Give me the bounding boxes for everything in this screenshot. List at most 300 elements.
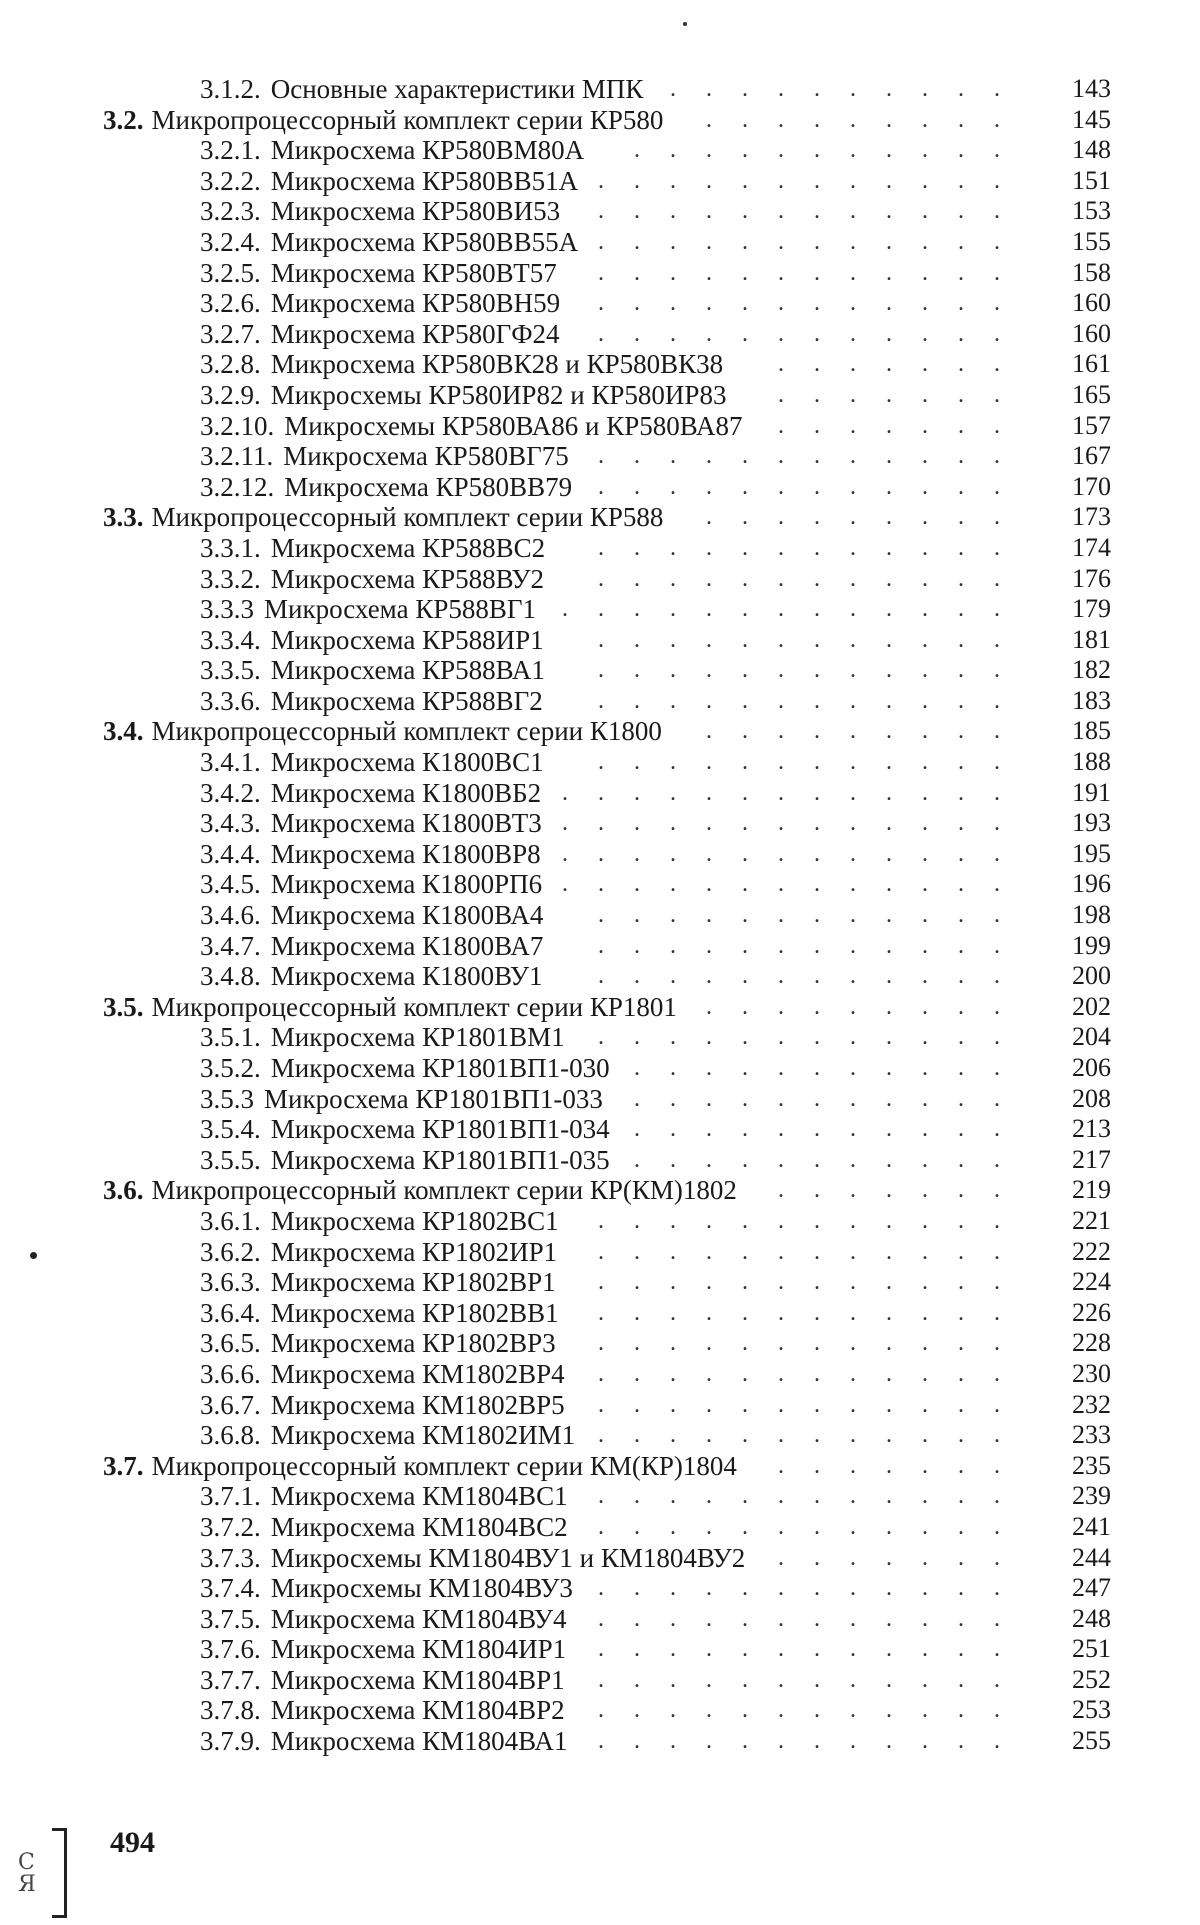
- toc-leader-dots: .........: [706, 106, 1030, 133]
- toc-entry-number: 3.6.7.: [200, 1389, 261, 1420]
- toc-entry-title: Микросхемы КМ1804ВУ1 и КМ1804ВУ2: [270, 1542, 746, 1573]
- toc-entry-page: 226: [1072, 1297, 1111, 1327]
- toc-entry-page: 160: [1072, 288, 1111, 318]
- toc-entry-title: Микропроцессорный комплект серии КР(КМ)1802: [151, 1175, 737, 1206]
- toc-subsection-row: [0, 1604, 1200, 1635]
- toc-leader-dots: ............: [598, 534, 1030, 561]
- toc-subsection-row: [0, 1298, 1200, 1329]
- page-number: 494: [110, 1826, 155, 1859]
- toc-subsection-row: [0, 349, 1200, 380]
- toc-entry-text: [200, 1084, 603, 1115]
- toc-entry-page: 193: [1072, 808, 1111, 838]
- toc-leader-dots: ............: [598, 963, 1030, 990]
- toc-entry-number: 3.3.4.: [200, 624, 261, 655]
- toc-entry-page: 217: [1072, 1144, 1111, 1174]
- toc-subsection-row: [0, 196, 1200, 227]
- toc-entry-title: Микросхема К1800ВА7: [270, 930, 544, 961]
- toc-entry-page: 174: [1072, 532, 1111, 562]
- toc-entry-page: 235: [1072, 1450, 1111, 1480]
- toc-leader-dots: ............: [598, 1238, 1030, 1265]
- toc-entry-text: [200, 1053, 610, 1084]
- toc-entry-text: [103, 1451, 737, 1482]
- toc-entry-number: 3.2.8.: [200, 349, 261, 380]
- toc-entry-number: 3.4.8.: [200, 961, 261, 992]
- toc-entry-number: 3.2.12.: [200, 471, 275, 502]
- toc-entry-title: Микросхема КР1802ВР3: [270, 1328, 556, 1359]
- toc-entry-page: 161: [1072, 349, 1111, 379]
- toc-entry-number: 3.2.7.: [200, 318, 261, 349]
- toc-entry-page: 213: [1072, 1114, 1111, 1144]
- toc-entry-text: [200, 1114, 610, 1145]
- toc-entry-text: [200, 900, 543, 931]
- toc-entry-text: [200, 961, 543, 992]
- toc-entry-title: Микросхема КР588ВА1: [270, 655, 545, 686]
- toc-subsection-row: [0, 1543, 1200, 1574]
- toc-entry-text: [200, 564, 544, 595]
- toc-entry-number: 3.4.5.: [200, 869, 261, 900]
- toc-entry-page: 253: [1072, 1695, 1111, 1725]
- toc-entry-number: 3.6.4.: [200, 1297, 261, 1328]
- toc-entry-number: 3.6.2.: [200, 1236, 261, 1267]
- toc-leader-dots: .......: [778, 1177, 1030, 1204]
- toc-entry-number: 3.6.6.: [200, 1358, 261, 1389]
- toc-entry-text: [200, 1512, 568, 1543]
- toc-entry-title: Микросхема КР580ВИ53: [270, 196, 561, 227]
- toc-entry-page: 158: [1072, 257, 1111, 287]
- toc-entry-text: [200, 288, 560, 319]
- toc-subsection-row: [0, 411, 1200, 442]
- toc-entry-title: Микросхема КР580ГФ24: [270, 318, 560, 349]
- toc-entry-number: 3.7.: [103, 1450, 144, 1481]
- toc-leader-dots: ...........: [634, 1085, 1030, 1112]
- toc-leader-dots: ............: [598, 167, 1030, 194]
- toc-entry-title: Микросхема КР588ВУ2: [270, 563, 545, 594]
- toc-entry-page: 224: [1072, 1267, 1111, 1297]
- toc-subsection-row: [0, 686, 1200, 717]
- toc-entry-text: [200, 747, 544, 778]
- toc-entry-title: Микросхема КР588ВГ1: [264, 594, 536, 625]
- toc-entry-page: 204: [1072, 1022, 1111, 1052]
- toc-leader-dots: .............: [562, 871, 1030, 898]
- toc-subsection-row: [0, 1573, 1200, 1604]
- toc-subsection-row: [0, 778, 1200, 809]
- toc-entry-text: [200, 74, 643, 105]
- toc-entry-title: Микросхема КМ1804ВС2: [270, 1511, 568, 1542]
- toc-leader-dots: .........: [706, 993, 1030, 1020]
- toc-entry-page: 148: [1072, 135, 1111, 165]
- toc-section-row: [0, 716, 1200, 747]
- toc-leader-dots: .............: [562, 596, 1030, 623]
- toc-entry-text: [200, 1328, 556, 1359]
- toc-leader-dots: ............: [598, 1299, 1030, 1326]
- toc-entry-number: 3.2.4.: [200, 226, 261, 257]
- toc-entry-number: 3.7.5.: [200, 1603, 261, 1634]
- toc-subsection-row: [0, 1634, 1200, 1665]
- toc-entry-page: 195: [1072, 838, 1111, 868]
- toc-entry-text: [200, 778, 541, 809]
- toc-entry-title: Микросхемы КМ1804ВУ3: [270, 1573, 573, 1604]
- toc-leader-dots: ............: [598, 902, 1030, 929]
- toc-subsection-row: [0, 1420, 1200, 1451]
- toc-entry-title: Микросхема КР580ВГ75: [283, 441, 569, 472]
- toc-entry-number: 3.5.2.: [200, 1053, 261, 1083]
- toc-leader-dots: ............: [598, 932, 1030, 959]
- toc-entry-page: 232: [1072, 1389, 1111, 1419]
- toc-entry-number: 3.7.1.: [200, 1481, 261, 1512]
- toc-entry-text: [200, 411, 743, 442]
- toc-entry-text: [200, 227, 578, 258]
- toc-entry-number: 3.6.8.: [200, 1420, 261, 1451]
- toc-leader-dots: ............: [598, 626, 1030, 653]
- toc-entry-title: Микросхема КМ1802ВР4: [270, 1358, 565, 1389]
- toc-leader-dots: ............: [598, 1360, 1030, 1387]
- toc-entry-page: 200: [1072, 961, 1111, 991]
- toc-leader-dots: .......: [778, 412, 1030, 439]
- toc-entry-page: 155: [1072, 226, 1111, 256]
- toc-leader-dots: ............: [598, 320, 1030, 347]
- toc-entry-text: [200, 808, 542, 839]
- toc-entry-text: [103, 992, 677, 1023]
- toc-subsection-row: [0, 1053, 1200, 1084]
- toc-subsection-row: [0, 1359, 1200, 1390]
- toc-leader-dots: ..........: [670, 76, 1030, 102]
- toc-entry-page: 173: [1072, 502, 1111, 532]
- toc-entry-number: 3.4.3.: [200, 808, 261, 839]
- toc-subsection-row: [0, 839, 1200, 870]
- toc-subsection-row: [0, 625, 1200, 656]
- toc-entry-number: 3.3.1.: [200, 532, 261, 563]
- toc-subsection-row: [0, 931, 1200, 962]
- toc-entry-text: [200, 1726, 567, 1757]
- toc-entry-page: 188: [1072, 747, 1111, 777]
- toc-entry-number: 3.7.7.: [200, 1664, 261, 1695]
- toc-entry-title: Микросхема КМ1804ВС1: [270, 1481, 568, 1512]
- margin-bracket: [52, 1828, 67, 1918]
- toc-entry-title: Микросхема КР580ВВ55А: [270, 226, 579, 257]
- toc-entry-text: [200, 1481, 568, 1512]
- toc-entry-title: Микросхема КР588ВГ2: [270, 685, 543, 716]
- toc-leader-dots: ............: [598, 749, 1030, 776]
- toc-subsection-row: [0, 472, 1200, 503]
- toc-entry-number: 3.5.5.: [200, 1144, 261, 1175]
- toc-entry-page: 170: [1072, 471, 1111, 501]
- toc-entry-text: [103, 105, 663, 136]
- toc-entry-number: 3.4.1.: [200, 747, 261, 778]
- toc-entry-number: 3.3.6.: [200, 685, 261, 716]
- toc-entry-number: 3.2.5.: [200, 257, 261, 288]
- toc-entry-text: [200, 380, 726, 411]
- toc-subsection-row: [0, 747, 1200, 778]
- toc-leader-dots: ............: [598, 290, 1030, 317]
- toc-subsection-row: [0, 1206, 1200, 1237]
- toc-subsection-row: [0, 961, 1200, 992]
- toc-leader-dots: ...........: [634, 1146, 1030, 1173]
- toc-entry-title: Микросхемы КР580ВА86 и КР580ВА87: [284, 410, 743, 441]
- toc-entry-title: Микросхема КМ1804ИР1: [270, 1634, 567, 1665]
- toc-subsection-row: [0, 319, 1200, 350]
- toc-leader-dots: ............: [598, 259, 1030, 286]
- toc-entry-number: 3.7.9.: [200, 1726, 261, 1757]
- toc-entry-number: 3.7.8.: [200, 1695, 261, 1726]
- toc-subsection-row: [0, 1145, 1200, 1176]
- toc-subsection-row: [0, 1481, 1200, 1512]
- toc-entry-text: [200, 472, 572, 503]
- toc-entry-title: Микросхема КМ1804ВР1: [270, 1664, 565, 1695]
- toc-subsection-row: [0, 808, 1200, 839]
- toc-entry-page: 185: [1072, 716, 1111, 746]
- toc-entry-number: 3.2.6.: [200, 288, 261, 319]
- toc-entry-number: 3.2.: [103, 104, 144, 135]
- toc-entry-text: [200, 1573, 573, 1604]
- toc-entry-title: Микросхема КР1802ВС1: [270, 1205, 559, 1236]
- toc-leader-dots: ............: [598, 228, 1030, 255]
- toc-entry-text: [200, 196, 560, 227]
- toc-section-row: [0, 502, 1200, 533]
- toc-entry-number: 3.2.11.: [200, 441, 274, 472]
- toc-leader-dots: .......: [778, 1452, 1030, 1479]
- toc-leader-dots: .......: [778, 351, 1030, 378]
- toc-entry-page: 191: [1072, 777, 1111, 807]
- toc-leader-dots: ............: [598, 1605, 1030, 1632]
- toc-entry-number: 3.2.9.: [200, 379, 261, 410]
- toc-entry-title: Микросхема КР1802ВР1: [270, 1267, 556, 1298]
- toc-entry-number: 3.4.4.: [200, 838, 261, 869]
- toc-entry-title: Микросхема К1800ВС1: [270, 747, 544, 778]
- toc-leader-dots: .......: [778, 1544, 1030, 1571]
- toc-entry-text: [200, 441, 569, 472]
- toc-entry-number: 3.6.5.: [200, 1328, 261, 1359]
- toc-subsection-row: [0, 900, 1200, 931]
- toc-entry-page: 241: [1072, 1511, 1111, 1541]
- toc-leader-dots: ............: [598, 657, 1030, 684]
- toc-entry-page: 199: [1072, 930, 1111, 960]
- toc-entry-title: Микросхема КР580ВН59: [270, 288, 561, 319]
- toc-leader-dots: ............: [598, 1422, 1030, 1449]
- toc-entry-page: 198: [1072, 900, 1111, 930]
- toc-entry-text: [200, 1695, 565, 1726]
- toc-entry-page: 181: [1072, 624, 1111, 654]
- toc-leader-dots: ............: [598, 443, 1030, 470]
- toc-entry-text: [200, 1665, 565, 1696]
- toc-entry-text: [200, 1604, 567, 1635]
- toc-entry-text: [200, 258, 557, 289]
- toc-entry-number: 3.5.4.: [200, 1114, 261, 1145]
- toc-subsection-row: [0, 380, 1200, 411]
- toc-entry-text: [200, 594, 536, 625]
- toc-entry-title: Основные характеристики МПК: [270, 74, 644, 104]
- toc-entry-text: [103, 1175, 737, 1206]
- toc-subsection-row: [0, 655, 1200, 686]
- toc-leader-dots: .........: [706, 504, 1030, 531]
- toc-entry-title: Микросхема КР580ВМ80А: [270, 135, 585, 166]
- toc-subsection-row: [0, 441, 1200, 472]
- toc-entry-number: 3.6.1.: [200, 1205, 261, 1236]
- toc-entry-text: [200, 1420, 575, 1451]
- toc-entry-title: Микросхема КР580ВК28 и КР580ВК38: [270, 349, 724, 380]
- toc-entry-number: 3.2.1.: [200, 135, 261, 166]
- toc-entry-title: Микропроцессорный комплект серии КР588: [151, 502, 664, 533]
- toc-subsection-row: [0, 1237, 1200, 1268]
- toc-entry-number: 3.5.3: [200, 1083, 254, 1114]
- toc-leader-dots: ............: [598, 1269, 1030, 1296]
- toc-entry-title: Микропроцессорный комплект серии КМ(КР)1804: [151, 1450, 737, 1481]
- toc-entry-page: 251: [1072, 1634, 1111, 1664]
- toc-leader-dots: .......: [778, 381, 1030, 408]
- toc-entry-page: 182: [1072, 655, 1111, 685]
- toc-subsection-row: [0, 1695, 1200, 1726]
- toc-section-row: [0, 992, 1200, 1023]
- toc-entry-number: 3.5.: [103, 991, 144, 1022]
- toc-entry-text: [200, 1267, 556, 1298]
- toc-entry-page: 143: [1072, 74, 1111, 103]
- toc-leader-dots: ............: [598, 1666, 1030, 1693]
- toc-leader-dots: ............: [598, 1513, 1030, 1540]
- toc-entry-title: Микросхема КМ1804ВУ4: [270, 1603, 567, 1634]
- toc-entry-text: [200, 319, 560, 350]
- toc-subsection-row: [0, 594, 1200, 625]
- toc-leader-dots: ............: [598, 1024, 1030, 1051]
- toc-leader-dots: ............: [598, 687, 1030, 714]
- toc-entry-number: 3.2.10.: [200, 410, 275, 441]
- toc-entry-text: [200, 166, 578, 197]
- toc-entry-number: 3.3.2.: [200, 563, 261, 594]
- toc-entry-text: [200, 931, 543, 962]
- toc-entry-title: Микросхема КР1802ИР1: [270, 1236, 558, 1267]
- toc-entry-title: Микросхемы КР580ИР82 и КР580ИР83: [270, 379, 727, 410]
- toc-leader-dots: ............: [598, 1207, 1030, 1234]
- toc-entry-title: Микросхема КМ1804ВА1: [270, 1726, 568, 1757]
- toc-subsection-row: [0, 74, 1200, 105]
- toc-entry-page: 248: [1072, 1603, 1111, 1633]
- toc-leader-dots: .............: [562, 779, 1030, 806]
- toc-entry-page: 222: [1072, 1236, 1111, 1266]
- toc-entry-title: Микросхема КР588ВС2: [270, 532, 546, 563]
- toc-entry-title: Микросхема К1800ВР8: [270, 838, 541, 869]
- toc-entry-title: Микросхема КР1801ВП1-034: [270, 1114, 610, 1145]
- toc-entry-text: [200, 1390, 565, 1421]
- toc-entry-text: [200, 1298, 559, 1329]
- toc-entry-title: Микропроцессорный комплект серии КР1801: [151, 991, 677, 1022]
- toc-entry-title: Микросхема КР1801ВП1-030: [270, 1053, 610, 1083]
- toc-entry-text: [200, 349, 723, 380]
- toc-entry-text: [200, 1359, 565, 1390]
- toc-leader-dots: ............: [598, 1483, 1030, 1510]
- toc-entry-title: Микросхема К1800ВУ1: [270, 961, 543, 992]
- toc-leader-dots: ............: [598, 1330, 1030, 1357]
- toc-entry-number: 3.7.3.: [200, 1542, 261, 1573]
- toc-entry-text: [200, 1022, 565, 1053]
- toc-leader-dots: ...........: [634, 1055, 1030, 1081]
- toc-entry-title: Микросхема КР588ИР1: [270, 624, 544, 655]
- margin-scribble: С Я: [18, 1850, 36, 1897]
- toc-entry-text: [200, 1145, 610, 1176]
- toc-subsection-row: [0, 1114, 1200, 1145]
- toc-subsection-row: [0, 1665, 1200, 1696]
- toc-entry-number: 3.2.2.: [200, 165, 261, 196]
- toc-leader-dots: ............: [598, 1575, 1030, 1602]
- toc-leader-dots: ............: [598, 1697, 1030, 1724]
- toc-subsection-row: [0, 227, 1200, 258]
- toc-subsection-row: [0, 1328, 1200, 1359]
- toc-entry-page: 233: [1072, 1420, 1111, 1450]
- toc-entry-page: 160: [1072, 318, 1111, 348]
- toc-entry-title: Микросхема КМ1802ВР5: [270, 1389, 565, 1420]
- toc-subsection-row: [0, 1512, 1200, 1543]
- toc-entry-text: [200, 135, 584, 166]
- toc-entry-title: Микросхема КР580ВВ79: [284, 471, 573, 502]
- toc-entry-number: 3.4.: [103, 716, 144, 747]
- toc-entry-page: 239: [1072, 1481, 1111, 1511]
- toc-entry-title: Микросхема К1800ВБ2: [270, 777, 542, 808]
- top-ink-mark: [683, 22, 687, 26]
- toc-entry-title: Микропроцессорный комплект серии К1800: [151, 716, 662, 747]
- toc-entry-page: 208: [1072, 1083, 1111, 1113]
- toc-entry-title: Микросхема КР1801ВП1-033: [264, 1083, 603, 1114]
- toc-entry-number: 3.7.2.: [200, 1511, 261, 1542]
- toc-entry-text: [200, 1206, 559, 1237]
- toc-entry-page: 153: [1072, 196, 1111, 226]
- toc-entry-page: 151: [1072, 165, 1111, 195]
- toc-section-row: [0, 105, 1200, 136]
- toc-entry-number: 3.6.3.: [200, 1267, 261, 1298]
- toc-entry-page: 230: [1072, 1358, 1111, 1388]
- toc-entry-number: 3.4.6.: [200, 900, 261, 931]
- toc-leader-dots: .............: [562, 840, 1030, 867]
- toc-subsection-row: [0, 1022, 1200, 1053]
- toc-entry-page: 165: [1072, 379, 1111, 409]
- toc-entry-title: Микросхема КР1801ВП1-035: [270, 1144, 610, 1175]
- toc-entry-page: 255: [1072, 1726, 1111, 1756]
- toc-leader-dots: ............: [598, 473, 1030, 500]
- toc-entry-page: 202: [1072, 991, 1111, 1021]
- toc-leader-dots: ...........: [634, 1116, 1030, 1143]
- toc-entry-title: Микропроцессорный комплект серии КР580: [151, 104, 664, 135]
- toc-entry-text: [200, 686, 543, 717]
- toc-entry-text: [200, 869, 542, 900]
- toc-entry-title: Микросхема КР580ВВ51А: [270, 165, 579, 196]
- toc-entry-number: 3.3.: [103, 502, 144, 533]
- toc-subsection-row: [0, 135, 1200, 166]
- toc-leader-dots: ...........: [634, 137, 1030, 164]
- toc-entry-title: Микросхема КР1802ВВ1: [270, 1297, 559, 1328]
- toc-entry-text: [103, 716, 662, 747]
- toc-entry-page: 179: [1072, 594, 1111, 624]
- toc-entry-number: 3.2.3.: [200, 196, 261, 227]
- toc-leader-dots: ............: [598, 1728, 1030, 1755]
- toc-subsection-row: [0, 1084, 1200, 1115]
- toc-entry-title: Микросхема КР580ВТ57: [270, 257, 557, 288]
- toc-entry-page: 252: [1072, 1664, 1111, 1694]
- toc-entry-page: 244: [1072, 1542, 1111, 1572]
- toc-leader-dots: .........: [706, 718, 1030, 745]
- toc-entry-page: 167: [1072, 441, 1111, 471]
- toc-entry-page: 157: [1072, 410, 1111, 440]
- toc-entry-title: Микросхема К1800ВТ3: [270, 808, 542, 839]
- toc-entry-title: Микросхема КМ1802ИМ1: [270, 1420, 576, 1451]
- toc-leader-dots: ............: [598, 565, 1030, 592]
- toc-entry-page: 221: [1072, 1205, 1111, 1235]
- toc-entry-text: [200, 1237, 557, 1268]
- toc-leader-dots: .............: [562, 810, 1030, 837]
- toc-entry-number: 3.4.7.: [200, 930, 261, 961]
- toc-entry-number: 3.6.: [103, 1175, 144, 1206]
- toc-leader-dots: ............: [598, 1636, 1030, 1663]
- toc-subsection-row: [0, 1267, 1200, 1298]
- toc-entry-title: Микросхема КР1801ВМ1: [270, 1022, 565, 1053]
- toc-entry-title: Микросхема КМ1804ВР2: [270, 1695, 565, 1726]
- toc-subsection-row: [0, 166, 1200, 197]
- toc-entry-number: 3.3.5.: [200, 655, 261, 686]
